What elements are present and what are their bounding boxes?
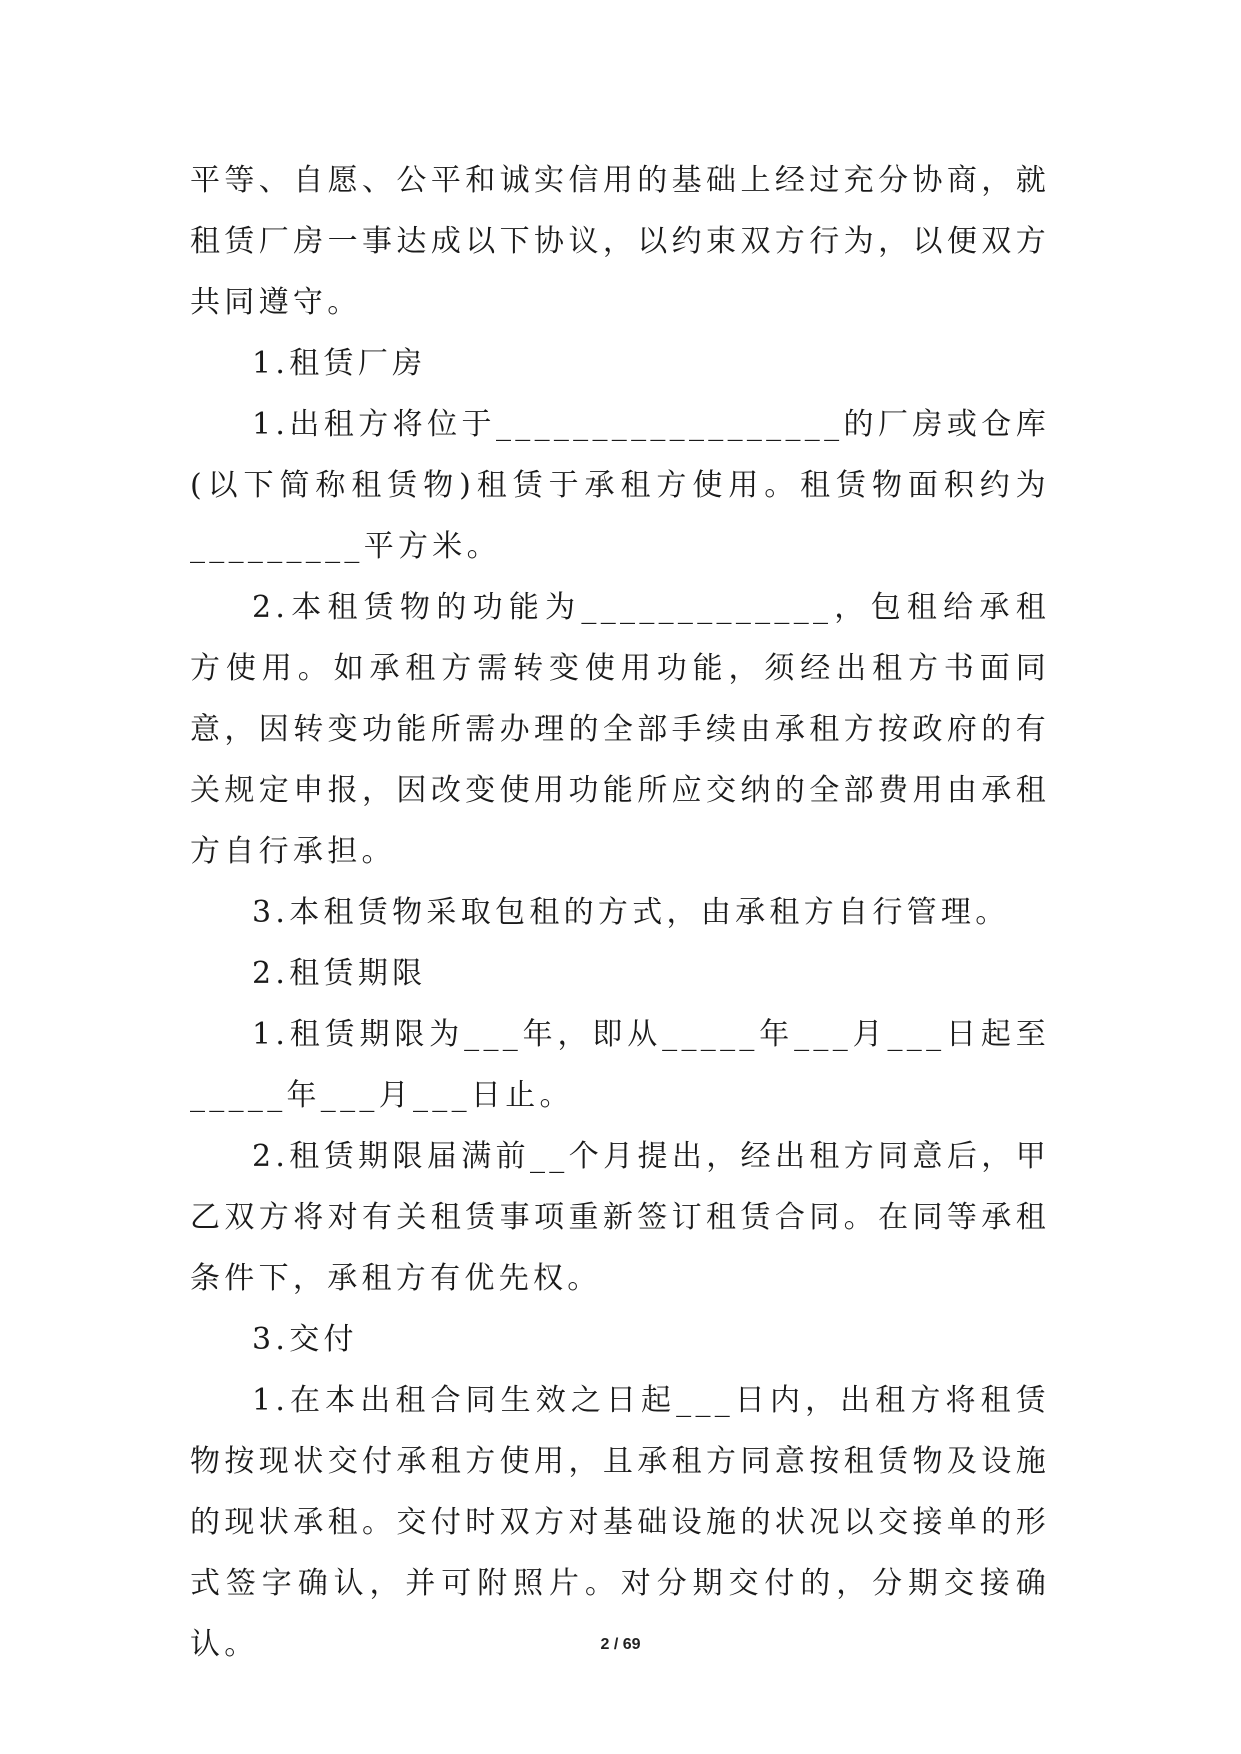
- paragraph-clause-1-3: 3.本租赁物采取包租的方式，由承租方自行管理。: [252, 895, 1010, 930]
- paragraph-clause-2-2: 2.租赁期限届满前__个月提出，经出租方同意后，甲乙双方将对有关租赁事项重新签订租赁合同。在同等承租条件下，承租方有优先权。: [190, 1139, 1050, 1296]
- section-heading-lease-factory: 1.租赁厂房: [252, 346, 427, 381]
- document-body: [190, 150, 1050, 1675]
- paragraph-intro-continuation: 平等、自愿、公平和诚实信用的基础上经过充分协商，就租赁厂房一事达成以下协议，以约束双方行为，以便双方共同遵守。: [190, 163, 1050, 320]
- paragraph-clause-2-1: 1.租赁期限为___年，即从_____年___月___日起至_____年___月___日止。: [190, 1017, 1050, 1113]
- paragraph-clause-1-2: 2.本租赁物的功能为_____________，包租给承租方使用。如承租方需转变使用功能，须经出租方书面同意，因转变功能所需办理的全部手续由承租方按政府的有关规定申报，因改变使用功能所应交纳的全部费用由承租方自行承担。: [190, 590, 1050, 869]
- paragraph-clause-3-1: 1.在本出租合同生效之日起___日内，出租方将租赁物按现状交付承租方使用，且承租方同意按租赁物及设施的现状承租。交付时双方对基础设施的状况以交接单的形式签字确认，并可附照片。对分期交付的，分期交接确认。: [190, 1383, 1050, 1662]
- section-heading-lease-term: 2.租赁期限: [252, 956, 427, 991]
- paragraph-clause-1-1: 1.出租方将位于__________________的厂房或仓库(以下简称租赁物)租赁于承租方使用。租赁物面积约为_________平方米。: [190, 407, 1050, 564]
- page-number: 2 / 69: [600, 1636, 641, 1653]
- section-heading-delivery: 3.交付: [252, 1322, 358, 1357]
